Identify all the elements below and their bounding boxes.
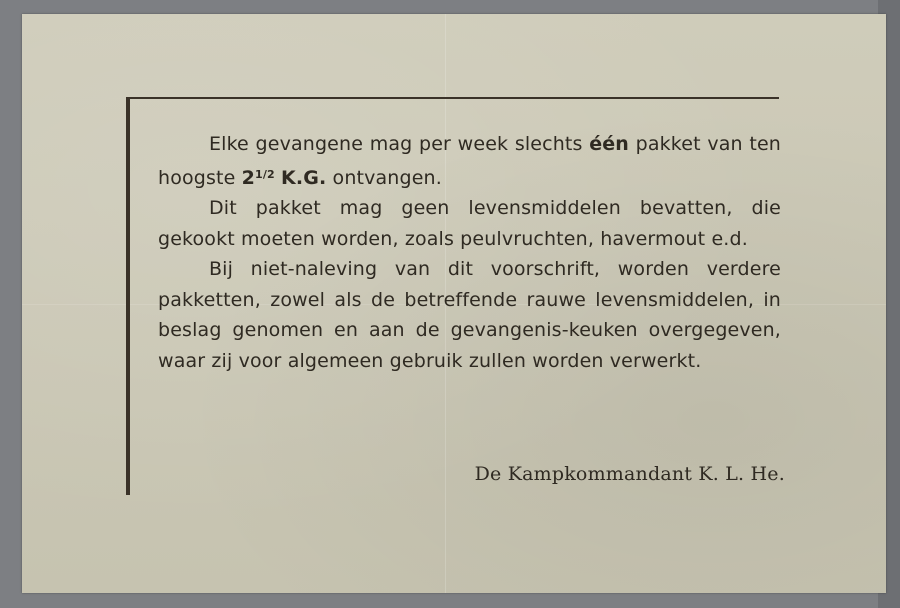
paragraph-food-restriction: Dit pakket mag geen levensmiddelen bevatten, die gekookt moeten worden, zoals peulvruchten, havermout e.d. (158, 197, 781, 250)
paragraph-confiscation: Bij niet-naleving van dit voorschrift, worden verdere pakketten, zowel als de betreffende rauwe levensmiddelen, in beslag genomen en aan de gevangenis-keuken overgegeven, waar zij voor algemeen gebruik zullen worden verwerkt. (158, 258, 781, 372)
camp-commandant-signature: De Kampkommandant K. L. He. (474, 463, 785, 485)
paragraph1-text-start: Elke gevangene mag per week slechts (209, 133, 590, 155)
paragraph1-text-middle: pakket van ten hoogste (158, 133, 781, 189)
weight-unit: K.G. (281, 166, 327, 189)
weight-fraction: 1/2 (255, 167, 275, 181)
notice-body (158, 129, 781, 376)
top-border-rule (126, 97, 779, 99)
paragraph-package-limit (158, 129, 781, 193)
left-border-rule (126, 97, 130, 495)
emphasis-one: één (589, 133, 629, 155)
paragraph1-text-end: ontvangen. (326, 166, 442, 189)
weight-whole: 2 (241, 166, 256, 189)
notice-sheet (22, 14, 886, 593)
